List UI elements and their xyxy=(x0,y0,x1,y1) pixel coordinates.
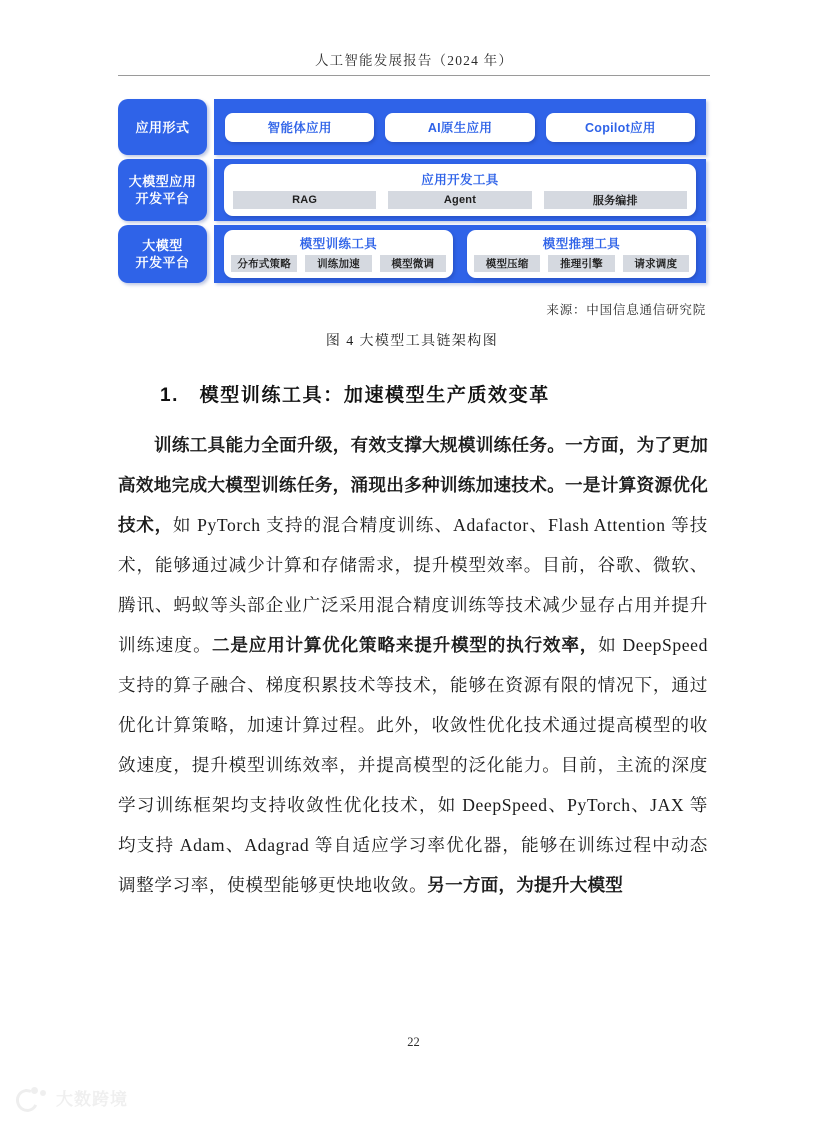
page-number: 22 xyxy=(407,1035,420,1049)
diagram-row-model-dev-platform xyxy=(118,225,706,283)
section-heading: 1. 模型训练工具：加速模型生产质效变革 xyxy=(160,385,550,406)
paragraph-run-1: 如 PyTorch 支持的混合精度训练、Adafactor、Flash Attention 等技术，能够通过减少计算和存储需求，提升模型效率。目前，谷歌、微软、腾讯、蚂蚁等头部企业广泛采用混合精度训练等技术减少显存占用并提升训练速度。 xyxy=(118,515,708,655)
watermark-text: 大数跨境 xyxy=(56,1090,128,1109)
row-label-application-form xyxy=(118,99,207,155)
row-label-line: 开发平台 xyxy=(135,191,190,206)
figure-caption: 图 4 大模型工具链架构图 xyxy=(325,334,499,349)
watermark-logo-icon xyxy=(16,1087,50,1109)
paragraph-run-0: 训练工具能力全面升级，有效支撑大规模训练任务。一方面，为了更加高效地完成大模型训练任务，涌现出多种训练加速技术。一是计算资源优化技术， xyxy=(118,435,708,535)
paragraph-run-2: 二是应用计算优化策略来提升模型的执行效率， xyxy=(211,635,599,655)
pill-agent-application: 智能体应用 xyxy=(225,113,374,142)
card-model-training-tools xyxy=(224,230,453,278)
pill-ai-native-application: AI原生应用 xyxy=(385,113,534,142)
card-title-model-inference-tools: 模型推理工具 xyxy=(542,237,621,251)
chip-request-scheduling: 请求调度 xyxy=(623,255,689,272)
row-label-line: 大模型 xyxy=(142,238,183,253)
card-model-inference-tools xyxy=(467,230,696,278)
card-title-model-training-tools: 模型训练工具 xyxy=(299,237,378,251)
card-app-dev-tools xyxy=(224,164,696,216)
paragraph-run-4: 另一方面，为提升大模型 xyxy=(427,875,624,895)
chip-agent: Agent xyxy=(388,191,531,209)
paragraph-training-tools xyxy=(118,425,708,905)
figure-architecture-diagram xyxy=(118,99,706,287)
row-body-model-dev-platform xyxy=(214,225,706,283)
header-title: 人工智能发展报告（2024 年） xyxy=(314,53,514,68)
row-label-line: 开发平台 xyxy=(135,255,190,270)
chip-service-orchestration: 服务编排 xyxy=(544,191,687,209)
chip-training-acceleration: 训练加速 xyxy=(305,255,371,272)
card-title-app-dev-tools: 应用开发工具 xyxy=(421,172,499,187)
figure-source: 来源：中国信息通信研究院 xyxy=(546,303,706,317)
watermark xyxy=(16,1085,128,1110)
chip-group-model-training-tools xyxy=(231,255,446,272)
chip-group-app-dev-tools xyxy=(233,191,687,209)
row-label-line: 应用形式 xyxy=(135,119,190,135)
row-label-model-dev-platform xyxy=(118,225,207,283)
diagram-row-application-form xyxy=(118,99,706,155)
row-body-application-form xyxy=(214,99,706,155)
chip-model-finetuning: 模型微调 xyxy=(380,255,446,272)
header-divider xyxy=(118,75,710,76)
row-label-line: 大模型应用 xyxy=(128,174,197,189)
chip-group-model-inference-tools xyxy=(474,255,689,272)
pill-copilot-application: Copilot应用 xyxy=(546,113,695,142)
body-text xyxy=(118,425,708,905)
row-body-app-dev-platform xyxy=(214,159,706,221)
chip-distributed-strategy: 分布式策略 xyxy=(231,255,297,272)
diagram-row-app-dev-platform xyxy=(118,159,706,221)
paragraph-run-3: 如 DeepSpeed 支持的算子融合、梯度积累技术等技术，能够在资源有限的情况下，通过优化计算策略，加速计算过程。此外，收敛性优化技术通过提高模型的收敛速度，提升模型训练效率，并提高模型的泛化能力。目前，主流的深度学习训练框架均支持收敛性优化技术，如 DeepSpeed、PyTorch、JAX 等均支持 Adam、Adagrad 等自适应学习率优化器，能够在训练过程中动态调整学习率，使模型能够更快地收敛。 xyxy=(118,635,708,895)
chip-inference-engine: 推理引擎 xyxy=(548,255,614,272)
running-header xyxy=(118,52,710,76)
chip-rag: RAG xyxy=(233,191,376,209)
chip-model-compression: 模型压缩 xyxy=(474,255,540,272)
row-label-app-dev-platform xyxy=(118,159,207,221)
